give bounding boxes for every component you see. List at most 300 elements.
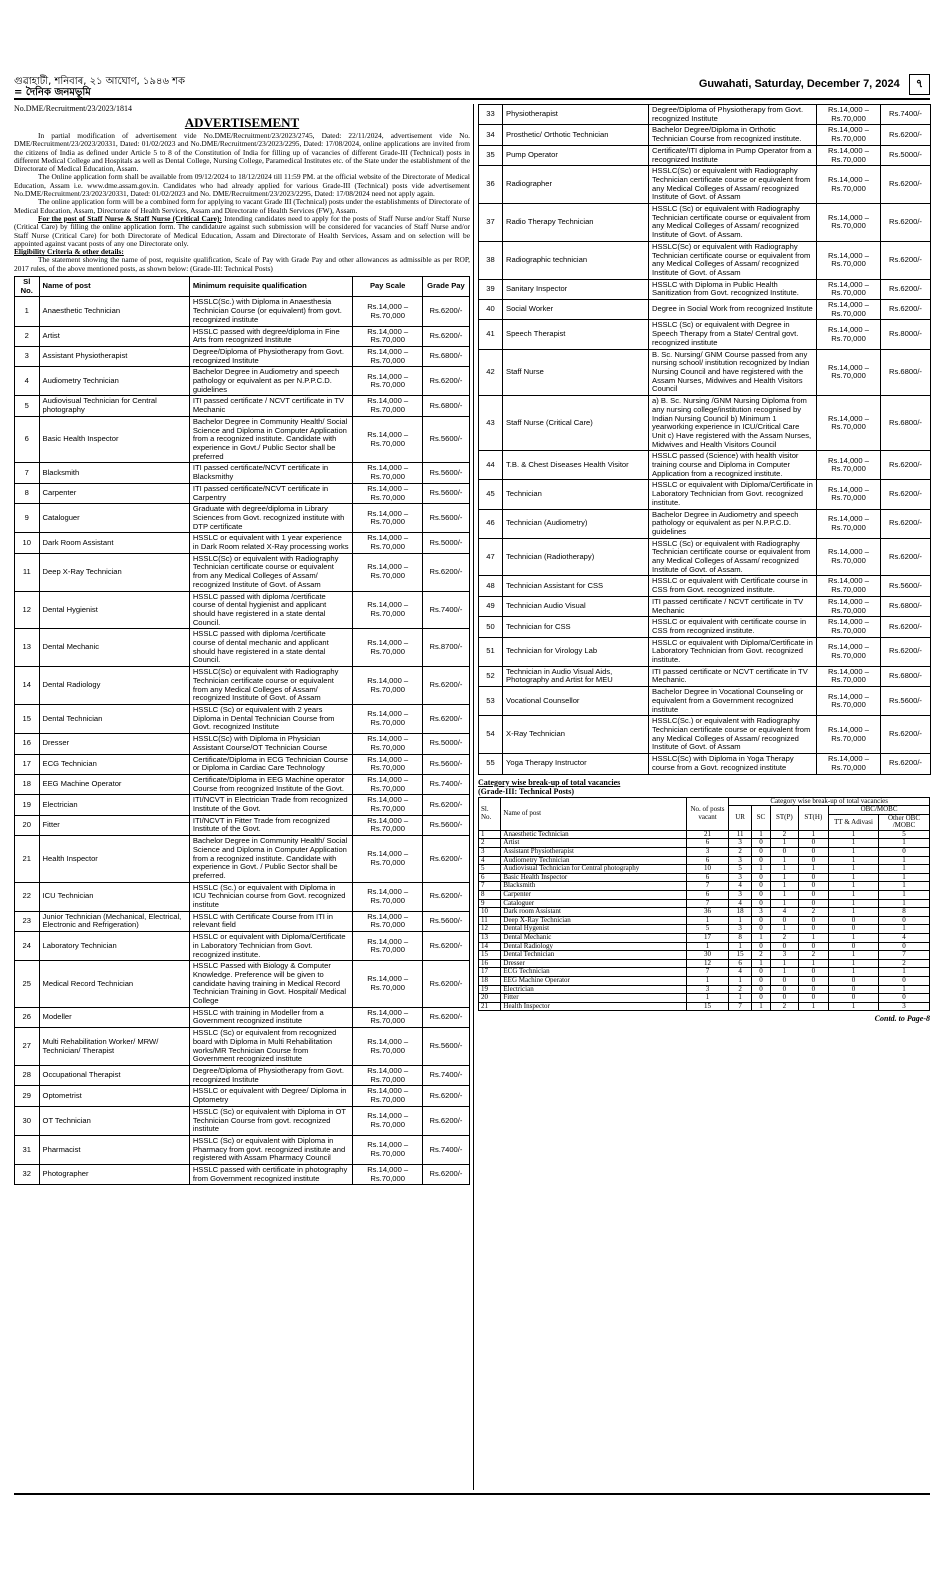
cat-cell-sl: 2 (479, 839, 501, 848)
cell-pay-scale: Rs.14,000 – Rs.70,000 (353, 367, 423, 396)
table-row (479, 451, 931, 480)
cell-sl: 52 (479, 666, 503, 686)
cell-grade-pay: Rs.6200/- (422, 795, 469, 815)
cell-pay-scale: Rs.14,000 – Rs.70,000 (353, 1028, 423, 1066)
cell-qualification: ITI/NCVT in Electrician Trade from recognized Institute of the Govt. (189, 795, 353, 815)
table-row (15, 704, 470, 733)
cell-grade-pay: Rs.6200/- (881, 451, 931, 480)
cell-pay-scale: Rs.14,000 – Rs.70,000 (353, 911, 423, 931)
reference-number: No.DME/Recruitment/23/2023/1814 (14, 104, 132, 113)
cell-qualification: Certificate/ITI diploma in Pump Operator from a recognized Institute (649, 145, 817, 165)
cell-qualification: HSSLC or equivalent with Degree/ Diploma in Optometry (189, 1086, 353, 1106)
header-name: Name of post (39, 277, 189, 297)
cell-post-name: ICU Technician (39, 882, 189, 911)
cat-cell-other: 0 (878, 994, 929, 1003)
cell-post-name: Photographer (39, 1165, 189, 1185)
cell-qualification: HSSLC or equivalent with 1 year experience in Dark Room related X-Ray processing works (189, 533, 353, 553)
cell-sl: 16 (15, 734, 40, 754)
cat-cell-sl: 7 (479, 882, 501, 891)
table-row (15, 961, 470, 1008)
cat-cell-sth: 1 (798, 934, 829, 943)
cell-post-name: Modeller (39, 1007, 189, 1027)
cell-pay-scale: Rs.14,000 – Rs.70,000 (817, 617, 881, 637)
cat-cell-total: 10 (686, 865, 729, 874)
cell-post-name: Staff Nurse (Critical Care) (503, 396, 649, 451)
table-row (15, 1007, 470, 1027)
cell-post-name: Dental Radiology (39, 667, 189, 705)
cat-cell-stp: 1 (771, 925, 798, 934)
cell-grade-pay: Rs.5600/- (422, 911, 469, 931)
cat-cell-other: 5 (878, 830, 929, 839)
cat-cell-tt: 1 (829, 839, 879, 848)
table-row (479, 105, 931, 125)
cat-cell-stp: 0 (771, 985, 798, 994)
cat-cell-name: Audiovisual Technician for Central photography (501, 865, 686, 874)
cat-cell-ur: 11 (729, 830, 751, 839)
cat-cell-tt: 1 (829, 856, 879, 865)
table-header-row (15, 277, 470, 297)
table-row (15, 1135, 470, 1164)
table-row (15, 326, 470, 346)
cell-grade-pay: Rs.8000/- (881, 320, 931, 349)
table-row (479, 882, 930, 891)
cell-grade-pay: Rs.5600/- (422, 1028, 469, 1066)
cell-sl: 19 (15, 795, 40, 815)
cat-header-total: No. of posts vacant (686, 797, 729, 830)
cell-post-name: Medical Record Technician (39, 961, 189, 1008)
cell-qualification: Degree/Diploma of Physiotherapy from Govt. recognized Institute (189, 1066, 353, 1086)
cat-cell-sl: 19 (479, 985, 501, 994)
table-row (15, 553, 470, 591)
cat-cell-sl: 18 (479, 976, 501, 985)
cell-grade-pay: Rs.6200/- (422, 667, 469, 705)
paragraph-4 (14, 215, 470, 248)
cell-sl: 9 (15, 504, 40, 533)
paragraph-3: The online application form will be a combined form for applying to vacant Grade III (Technical) posts under the establishments of Directorate of Medical Education, Assam, Directorate of Health Services, Assam and Directorate of Health Services (FW), Assam. (14, 197, 470, 215)
cell-pay-scale: Rs.14,000 – Rs.70,000 (817, 480, 881, 509)
cell-post-name: Dental Hygienist (39, 591, 189, 629)
cell-grade-pay: Rs.8700/- (422, 629, 469, 667)
cell-post-name: Health Inspector (39, 836, 189, 883)
cat-cell-tt: 1 (829, 968, 879, 977)
cell-sl: 7 (15, 463, 40, 483)
cell-qualification: Bachelor Degree in Community Health/ Social Science and Diploma in Computer Application from a recognized institute. Candidate with experience in Govt. / Public Sector shall be preferred. (189, 836, 353, 883)
cat-cell-sth: 0 (798, 994, 829, 1003)
cat-cell-sth: 0 (798, 856, 829, 865)
cat-cell-name: Blacksmith (501, 882, 686, 891)
cat-cell-tt: 0 (829, 985, 879, 994)
table-row (479, 538, 931, 576)
cat-cell-other: 1 (878, 856, 929, 865)
cell-post-name: Technician for CSS (503, 617, 649, 637)
header-sl: Sl No. (15, 277, 40, 297)
cat-cell-name: Assistant Physiotherapist (501, 848, 686, 857)
cat-cell-tt: 0 (829, 976, 879, 985)
cat-cell-ur: 2 (729, 985, 751, 994)
cat-cell-sc: 0 (751, 916, 770, 925)
cat-cell-other: 1 (878, 891, 929, 900)
table-row (15, 734, 470, 754)
cat-cell-other: 7 (878, 951, 929, 960)
cell-pay-scale: Rs.14,000 – Rs.70,000 (353, 346, 423, 366)
table-row (15, 836, 470, 883)
cell-pay-scale: Rs.14,000 – Rs.70,000 (353, 961, 423, 1008)
cell-pay-scale: Rs.14,000 – Rs.70,000 (817, 204, 881, 242)
cell-post-name: Technician (Audiometry) (503, 509, 649, 538)
cat-cell-sl: 1 (479, 830, 501, 839)
bottom-rule (14, 1493, 930, 1495)
cat-cell-tt: 1 (829, 848, 879, 857)
cell-pay-scale: Rs.14,000 – Rs.70,000 (353, 754, 423, 774)
cell-grade-pay: Rs.5600/- (422, 483, 469, 503)
cell-post-name: Physiotherapist (503, 105, 649, 125)
cell-qualification: ITI/NCVT in Fitter Trade from recognized Institute of the Govt. (189, 815, 353, 835)
cat-cell-tt: 1 (829, 951, 879, 960)
cat-cell-sth: 0 (798, 976, 829, 985)
cat-cell-other: 1 (878, 968, 929, 977)
cell-post-name: Basic Health Inspector (39, 416, 189, 463)
cell-post-name: Artist (39, 326, 189, 346)
cat-cell-sl: 17 (479, 968, 501, 977)
cell-qualification: HSSLC or equivalent with certificate course in CSS from recognized institute. (649, 617, 817, 637)
cell-sl: 47 (479, 538, 503, 576)
cell-sl: 42 (479, 349, 503, 396)
cat-cell-sc: 1 (751, 959, 770, 968)
cat-cell-ur: 3 (729, 891, 751, 900)
cell-post-name: Fitter (39, 815, 189, 835)
cell-grade-pay: Rs.5600/- (881, 687, 931, 716)
cell-sl: 41 (479, 320, 503, 349)
table-row (15, 504, 470, 533)
cell-sl: 14 (15, 667, 40, 705)
cell-grade-pay: Rs.7400/- (422, 591, 469, 629)
cell-sl: 23 (15, 911, 40, 931)
cell-qualification: Certificate/Diploma in EEG Machine operator Course from recognized Institute of the Govt. (189, 774, 353, 794)
cat-cell-ur: 6 (729, 959, 751, 968)
cat-cell-other: 0 (878, 976, 929, 985)
cat-cell-stp: 1 (771, 882, 798, 891)
cell-pay-scale: Rs.14,000 – Rs.70,000 (353, 533, 423, 553)
continued-note: Contd. to Page-8 (874, 1014, 930, 1024)
cell-post-name: Electrician (39, 795, 189, 815)
cat-cell-tt: 1 (829, 891, 879, 900)
cell-qualification: HSSLC or equivalent with Diploma/Certificate in Laboratory Technician from Govt. recognized institute. (189, 932, 353, 961)
table-row (479, 617, 931, 637)
cell-pay-scale: Rs.14,000 – Rs.70,000 (353, 483, 423, 503)
cat-cell-sl: 13 (479, 934, 501, 943)
cell-qualification: HSSLC(Sc.) or equivalent with Radiography Technician certificate course or equivalent from any Medical Colleges of Assam/ recognized Institute of Govt. of Assam (649, 716, 817, 754)
cell-qualification: HSSLC or equivalent with Diploma/Certificate in Laboratory Technician from Govt. recognized institute. (649, 637, 817, 666)
cell-sl: 53 (479, 687, 503, 716)
table-row (479, 509, 931, 538)
table-row (479, 716, 931, 754)
table-row (479, 848, 930, 857)
cat-cell-total: 3 (686, 985, 729, 994)
cell-sl: 29 (15, 1086, 40, 1106)
cat-cell-name: Basic Health Inspector (501, 873, 686, 882)
cell-post-name: Pump Operator (503, 145, 649, 165)
cat-cell-stp: 1 (771, 891, 798, 900)
cell-pay-scale: Rs.14,000 – Rs.70,000 (817, 241, 881, 279)
cell-qualification: HSSLC(Sc) or equivalent with Radiography Technician certificate course or equivalent from any Medical Colleges of Assam/ recognized Institute of Govt. of Assam (189, 553, 353, 591)
cell-qualification: ITI passed certificate / NCVT certificate in TV Mechanic (649, 596, 817, 616)
cell-pay-scale: Rs.14,000 – Rs.70,000 (817, 451, 881, 480)
table-row (15, 367, 470, 396)
table-row (479, 830, 930, 839)
cat-cell-stp: 4 (771, 908, 798, 917)
cat-cell-tt: 1 (829, 908, 879, 917)
cell-grade-pay: Rs.5600/- (422, 815, 469, 835)
table-row (15, 667, 470, 705)
cat-cell-sth: 0 (798, 925, 829, 934)
cat-cell-ur: 4 (729, 899, 751, 908)
cat-cell-sc: 0 (751, 882, 770, 891)
cat-cell-sth: 0 (798, 899, 829, 908)
cell-pay-scale: Rs.14,000 – Rs.70,000 (353, 932, 423, 961)
cell-pay-scale: Rs.14,000 – Rs.70,000 (353, 591, 423, 629)
cell-qualification: HSSLC Passed with Biology & Computer Knowledge. Preference will be given to candidate having training in Medical Record Technician Training in Govt. Hospital/ Medical College (189, 961, 353, 1008)
cell-sl: 4 (15, 367, 40, 396)
table-row (479, 1002, 930, 1011)
cat-cell-tt: 0 (829, 925, 879, 934)
cat-cell-sc: 0 (751, 848, 770, 857)
cell-grade-pay: Rs.6200/- (422, 882, 469, 911)
cell-post-name: Junior Technician (Mechanical, Electrical, Electronic and Refrigeration) (39, 911, 189, 931)
header-grade-pay: Grade Pay (422, 277, 469, 297)
cell-qualification: ITI passed certificate/NCVT certificate in Blacksmithy (189, 463, 353, 483)
cat-cell-sth: 0 (798, 916, 829, 925)
cat-cell-other: 1 (878, 925, 929, 934)
cell-post-name: Technician Audio Visual (503, 596, 649, 616)
table-row (15, 754, 470, 774)
cat-cell-total: 15 (686, 1002, 729, 1011)
cell-grade-pay: Rs.6200/- (422, 553, 469, 591)
cell-sl: 32 (15, 1165, 40, 1185)
cell-post-name: Anaesthetic Technician (39, 297, 189, 326)
cell-grade-pay: Rs.6200/- (881, 125, 931, 145)
cell-qualification: HSSLC(Sc) or equivalent with Radiography Technician certificate course or equivalent from any Medical Colleges of Assam/ recognized Institute of Govt. of Assam (649, 241, 817, 279)
cell-grade-pay: Rs.7400/- (881, 105, 931, 125)
cell-qualification: B. Sc. Nursing/ GNM Course passed from any nursing school/ institution recognized by Indian Nursing Council and have registered with the Assam Nurses, Midwives and Health Visitors Council (649, 349, 817, 396)
table-row (479, 934, 930, 943)
cat-cell-sl: 9 (479, 899, 501, 908)
cat-cell-total: 21 (686, 830, 729, 839)
cell-post-name: T.B. & Chest Diseases Health Visitor (503, 451, 649, 480)
cat-cell-other: 2 (878, 959, 929, 968)
cell-pay-scale: Rs.14,000 – Rs.70,000 (817, 538, 881, 576)
cell-qualification: Degree in Social Work from recognized Institute (649, 300, 817, 320)
cat-header-sc: SC (751, 806, 770, 831)
cell-pay-scale: Rs.14,000 – Rs.70,000 (353, 704, 423, 733)
cell-qualification: HSSLC or equivalent with Certificate course in CSS from Govt. recognized institute. (649, 576, 817, 596)
cat-cell-stp: 2 (771, 1002, 798, 1011)
cell-sl: 22 (15, 882, 40, 911)
category-subtitle: (Grade-III: Technical Posts) (478, 786, 574, 796)
table-row (479, 396, 931, 451)
staff-nurse-heading: For the post of Staff Nurse & Staff Nurse (Critical Care): (38, 213, 222, 223)
cell-post-name: Deep X-Ray Technician (39, 553, 189, 591)
cat-cell-total: 1 (686, 976, 729, 985)
cat-cell-tt: 1 (829, 830, 879, 839)
cell-qualification: Degree/Diploma of Physiotherapy from Govt. recognized Institute (189, 346, 353, 366)
paragraph-4-text: Intending candidates need to apply for the posts of Staff Nurse and/or Staff Nurse (Critical Care) by filling the online application form. The candidature against such submission will be considered for vacancies of Staff Nurse and/or Staff Nurse (Critical Care) for both Directorate of Medical Education, Assam and Directorate of Health Services, Assam and on selection will be appointed against vacant posts of any one Directorate only. (14, 213, 470, 248)
cat-cell-sc: 2 (751, 951, 770, 960)
cell-sl: 40 (479, 300, 503, 320)
cell-pay-scale: Rs.14,000 – Rs.70,000 (817, 666, 881, 686)
cat-cell-ur: 1 (729, 994, 751, 1003)
cell-grade-pay: Rs.7400/- (422, 774, 469, 794)
cell-post-name: Prosthetic/ Orthotic Technician (503, 125, 649, 145)
cell-qualification: HSSLC (Sc) or equivalent with Radiography Technician certificate course or equivalent from any Medical Colleges of Assam/ recognized Institute of Govt. of Assam. (649, 538, 817, 576)
cell-post-name: OT Technician (39, 1106, 189, 1135)
cell-pay-scale: Rs.14,000 – Rs.70,000 (817, 576, 881, 596)
table-row (479, 873, 930, 882)
cat-cell-name: Cataloguer (501, 899, 686, 908)
cat-header-group: Category wise break-up of total vacancies (729, 797, 930, 806)
cell-sl: 5 (15, 396, 40, 416)
cat-cell-sth: 0 (798, 882, 829, 891)
table-row (15, 591, 470, 629)
cat-cell-other: 1 (878, 985, 929, 994)
cat-cell-sl: 14 (479, 942, 501, 951)
cat-cell-sl: 16 (479, 959, 501, 968)
cell-qualification: HSSLC (Sc) or equivalent with Diploma in OT Technician Course from govt. recognized institute (189, 1106, 353, 1135)
cat-cell-sc: 3 (751, 908, 770, 917)
table-row (479, 145, 931, 165)
cell-sl: 51 (479, 637, 503, 666)
cell-post-name: Optometrist (39, 1086, 189, 1106)
cell-sl: 49 (479, 596, 503, 616)
cell-qualification: HSSLC (Sc.) or equivalent with Diploma in ICU Technician course from Govt. recognized institute (189, 882, 353, 911)
cat-cell-name: Dental Hygenist (501, 925, 686, 934)
cat-cell-ur: 1 (729, 916, 751, 925)
table-row (15, 396, 470, 416)
table-row (479, 204, 931, 242)
cat-cell-name: Carpenter (501, 891, 686, 900)
cell-sl: 27 (15, 1028, 40, 1066)
cell-qualification: Certificate/Diploma in ECG Technician Course or Diploma in Cardiac Care Technology (189, 754, 353, 774)
cat-cell-other: 1 (878, 873, 929, 882)
cat-cell-other: 3 (878, 1002, 929, 1011)
cell-qualification: HSSLC (Sc) or equivalent with Diploma in Pharmacy from govt. recognized institute and registered with Assam Pharmacy Council (189, 1135, 353, 1164)
cat-cell-sl: 10 (479, 908, 501, 917)
cat-cell-sth: 0 (798, 848, 829, 857)
left-column (14, 104, 470, 1185)
cat-header-tt: TT & Adivasi (829, 814, 879, 830)
table-row (15, 774, 470, 794)
cat-cell-sl: 15 (479, 951, 501, 960)
cat-cell-stp: 1 (771, 865, 798, 874)
cell-sl: 10 (15, 533, 40, 553)
cell-qualification: HSSLC with Diploma in Public Health Sanitization from Govt. recognized Institute. (649, 279, 817, 299)
cell-pay-scale: Rs.14,000 – Rs.70,000 (817, 637, 881, 666)
cell-grade-pay: Rs.7400/- (422, 1135, 469, 1164)
cat-cell-sc: 1 (751, 1002, 770, 1011)
cell-sl: 28 (15, 1066, 40, 1086)
cell-post-name: Yoga Therapy Instructor (503, 754, 649, 774)
cell-post-name: Technician for Virology Lab (503, 637, 649, 666)
cat-cell-stp: 1 (771, 873, 798, 882)
cat-cell-name: Dental Technician (501, 951, 686, 960)
cell-grade-pay: Rs.6200/- (422, 1086, 469, 1106)
table-row (479, 891, 930, 900)
cell-post-name: Radiographic technician (503, 241, 649, 279)
category-title-text: Category wise break-up of total vacancies (478, 777, 621, 787)
cat-cell-stp: 1 (771, 899, 798, 908)
cell-pay-scale: Rs.14,000 – Rs.70,000 (817, 300, 881, 320)
table-row (15, 1086, 470, 1106)
cell-grade-pay: Rs.5600/- (422, 504, 469, 533)
cat-cell-name: Audiometry Technician (501, 856, 686, 865)
table-row (15, 1165, 470, 1185)
cat-cell-name: ECG Technician (501, 968, 686, 977)
category-title (478, 778, 930, 796)
cell-pay-scale: Rs.14,000 – Rs.70,000 (353, 774, 423, 794)
cat-cell-name: Anaesthetic Technician (501, 830, 686, 839)
cell-sl: 18 (15, 774, 40, 794)
table-row (15, 533, 470, 553)
cat-cell-sth: 0 (798, 839, 829, 848)
cell-pay-scale: Rs.14,000 – Rs.70,000 (353, 667, 423, 705)
cat-cell-total: 3 (686, 848, 729, 857)
page-number: ৭ (909, 74, 930, 95)
cat-cell-other: 4 (878, 934, 929, 943)
cat-cell-other: 1 (878, 882, 929, 891)
cell-pay-scale: Rs.14,000 – Rs.70,000 (817, 320, 881, 349)
cell-post-name: Staff Nurse (503, 349, 649, 396)
cell-qualification: HSSLC passed with diploma /certificate course of dental hygienist and applicant should have registered in a state dental Council. (189, 591, 353, 629)
cell-grade-pay: Rs.6200/- (881, 480, 931, 509)
cat-cell-name: Electrician (501, 985, 686, 994)
table-row (15, 795, 470, 815)
cell-grade-pay: Rs.6200/- (422, 1165, 469, 1185)
cell-sl: 55 (479, 754, 503, 774)
cat-cell-sth: 0 (798, 942, 829, 951)
table-row (479, 125, 931, 145)
cat-header-sth: ST(H) (798, 806, 829, 831)
cell-grade-pay: Rs.6200/- (422, 297, 469, 326)
cat-cell-other: 1 (878, 839, 929, 848)
cell-grade-pay: Rs.6200/- (881, 300, 931, 320)
cell-pay-scale: Rs.14,000 – Rs.70,000 (817, 396, 881, 451)
cell-sl: 39 (479, 279, 503, 299)
paper-name: = দৈনিক জনমভূমি (14, 87, 91, 98)
cat-cell-tt: 1 (829, 882, 879, 891)
cat-cell-sc: 0 (751, 856, 770, 865)
cat-cell-stp: 0 (771, 976, 798, 985)
cat-cell-total: 7 (686, 899, 729, 908)
cell-qualification: Graduate with degree/diploma in Library Sciences from Govt. recognized institute with DTP certificate (189, 504, 353, 533)
cell-post-name: Dresser (39, 734, 189, 754)
cat-cell-sc: 0 (751, 891, 770, 900)
cell-qualification: ITI passed certificate/NCVT certificate in Carpentry (189, 483, 353, 503)
cell-qualification: Bachelor Degree in Audiometry and speech pathology or equivalent as per N.P.P.C.D. guidelines (649, 509, 817, 538)
cell-qualification: HSSLC with Certificate Course from ITI in relevant field (189, 911, 353, 931)
cell-pay-scale: Rs.14,000 – Rs.70,000 (817, 509, 881, 538)
cell-sl: 33 (479, 105, 503, 125)
cell-grade-pay: Rs.6200/- (422, 367, 469, 396)
cat-cell-total: 7 (686, 968, 729, 977)
table-row (479, 166, 931, 204)
table-row (479, 985, 930, 994)
cat-cell-sl: 8 (479, 891, 501, 900)
cat-cell-sl: 3 (479, 848, 501, 857)
table-row (479, 480, 931, 509)
cell-qualification: HSSLC(Sc.) with Diploma in Anaesthesia Technician Course (or equivalent) from govt. recognized institute (189, 297, 353, 326)
cat-cell-tt: 1 (829, 934, 879, 943)
cell-post-name: Vocational Counsellor (503, 687, 649, 716)
cell-sl: 38 (479, 241, 503, 279)
